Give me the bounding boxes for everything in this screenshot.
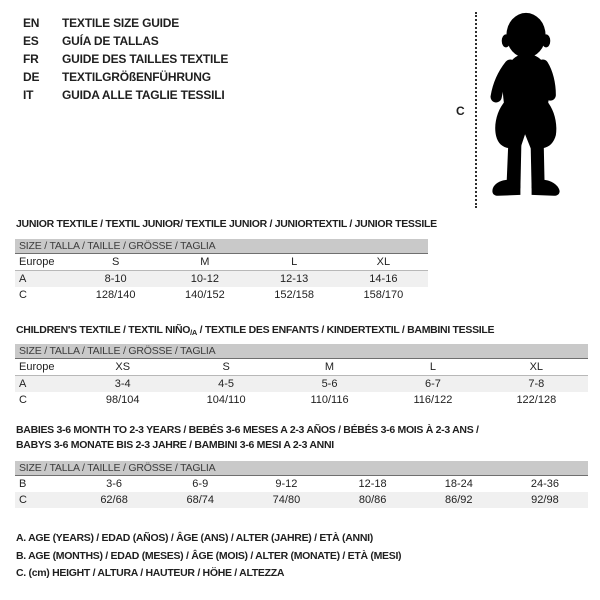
language-title: GUIDE DES TAILLES TEXTILE	[62, 52, 229, 66]
legend-line-b: B. AGE (MONTHS) / EDAD (MESES) / ÂGE (MOIS) / ALTER (MONATE) / ETÀ (MESI)	[16, 549, 402, 562]
value-cell: 18-24	[444, 478, 473, 490]
table-row-europe	[15, 254, 428, 271]
language-row	[23, 14, 228, 32]
language-list	[23, 14, 228, 104]
language-title: TEXTILE SIZE GUIDE	[62, 16, 180, 30]
row-label: B	[19, 478, 27, 490]
value-cell: 152/158	[274, 289, 314, 301]
value-cell: 5-6	[321, 378, 338, 390]
value-cell: 140/152	[184, 289, 225, 301]
value-cell: 92/98	[531, 494, 559, 506]
language-row	[23, 68, 228, 86]
language-code: EN	[23, 16, 40, 30]
size-header-bar: SIZE / TALLA / TAILLE / GRÖSSE / TAGLIA	[15, 239, 428, 254]
value-cell: 12-13	[280, 273, 309, 285]
legend-line-c: C. (cm) HEIGHT / ALTURA / HAUTEUR / HÖHE / ALTEZZA	[16, 567, 285, 579]
value-cell: 12-18	[358, 478, 387, 490]
value-cell: 24-36	[530, 478, 560, 490]
value-cell: 10-12	[190, 273, 219, 285]
language-row	[23, 50, 228, 68]
value-cell: 110/116	[310, 394, 349, 406]
babies-table-title	[16, 423, 479, 453]
value-cell: 86/92	[445, 494, 473, 506]
table-row-europe	[15, 359, 588, 376]
height-label-c: C	[456, 104, 465, 118]
language-row	[23, 32, 228, 50]
size-cell: L	[429, 361, 436, 373]
size-cell: XL	[376, 256, 391, 268]
size-cell: XL	[529, 361, 544, 373]
value-cell: 62/68	[100, 494, 128, 506]
legend	[16, 530, 401, 583]
value-cell: 3-4	[114, 378, 131, 390]
value-cell: 104/110	[206, 394, 246, 406]
value-cell: 7-8	[528, 378, 545, 390]
babies-title-line2: BABYS 3-6 MONATE BIS 2-3 JAHRE / BAMBINI 3-6 MESI A 2-3 ANNI	[16, 439, 334, 451]
baby-silhouette-icon	[484, 8, 568, 210]
height-dotted-line	[475, 12, 477, 208]
table-row-a	[15, 271, 428, 287]
table-row-c	[15, 392, 588, 408]
language-title: GUÍA DE TALLAS	[62, 34, 159, 48]
language-code: DE	[23, 70, 40, 84]
size-cell: M	[324, 361, 335, 373]
value-cell: 68/74	[186, 494, 215, 506]
value-cell: 128/140	[95, 289, 136, 301]
children-table	[15, 344, 588, 408]
value-cell: 98/104	[105, 394, 140, 406]
row-label: C	[19, 394, 27, 406]
babies-table	[15, 461, 588, 508]
value-cell: 116/122	[413, 394, 453, 406]
junior-table	[15, 239, 428, 303]
size-cell: XS	[115, 361, 131, 373]
size-cell: S	[111, 256, 120, 268]
row-label: A	[19, 273, 27, 285]
language-code: IT	[23, 88, 34, 102]
language-code: FR	[23, 52, 39, 66]
region-label: Europe	[19, 256, 55, 268]
size-header-bar: SIZE / TALLA / TAILLE / GRÖSSE / TAGLIA	[15, 344, 588, 359]
value-cell: 4-5	[218, 378, 235, 390]
children-table-title	[16, 323, 494, 340]
language-title: GUIDA ALLE TAGLIE TESSILI	[62, 88, 225, 102]
table-row-b	[15, 476, 588, 492]
babies-title-line1: BABIES 3-6 MONTH TO 2-3 YEARS / BEBÉS 3-6 MESES A 2-3 AÑOS / BÉBÉS 3-6 MOIS À 2-3 ANS /	[16, 424, 479, 436]
table-row-c	[15, 287, 428, 303]
table-row-c	[15, 492, 588, 508]
table-row-a	[15, 376, 588, 392]
junior-table-title: JUNIOR TEXTILE / TEXTIL JUNIOR/ TEXTILE JUNIOR / JUNIORTEXTIL / JUNIOR TESSILE	[16, 218, 437, 230]
region-label: Europe	[19, 361, 55, 373]
children-title-pre: CHILDREN'S TEXTILE / TEXTIL NIÑO	[16, 324, 191, 336]
row-label: A	[19, 378, 27, 390]
value-cell: 6-7	[424, 378, 441, 390]
row-label: C	[19, 494, 27, 506]
legend-line-a: A. AGE (YEARS) / EDAD (AÑOS) / ÂGE (ANS) / ALTER (JAHRE) / ETÀ (ANNI)	[16, 532, 373, 544]
value-cell: 8-10	[104, 273, 127, 285]
language-title: TEXTILGRÖßENFÜHRUNG	[62, 70, 211, 84]
children-title-post: / TEXTILE DES ENFANTS / KINDERTEXTIL / BAMBINI TESSILE	[197, 324, 495, 336]
value-cell: 6-9	[192, 478, 209, 490]
children-title-sub: /A	[190, 328, 198, 337]
value-cell: 9-12	[275, 478, 298, 490]
value-cell: 80/86	[358, 494, 387, 506]
row-label: C	[19, 289, 27, 301]
language-row	[23, 86, 228, 104]
size-header-bar: SIZE / TALLA / TAILLE / GRÖSSE / TAGLIA	[15, 461, 588, 476]
value-cell: 122/128	[516, 394, 557, 406]
size-cell: S	[222, 361, 230, 373]
value-cell: 158/170	[363, 289, 404, 301]
size-cell: L	[291, 256, 298, 268]
value-cell: 14-16	[369, 273, 398, 285]
value-cell: 3-6	[106, 478, 123, 490]
size-cell: M	[200, 256, 210, 268]
value-cell: 74/80	[272, 494, 301, 506]
language-code: ES	[23, 34, 39, 48]
